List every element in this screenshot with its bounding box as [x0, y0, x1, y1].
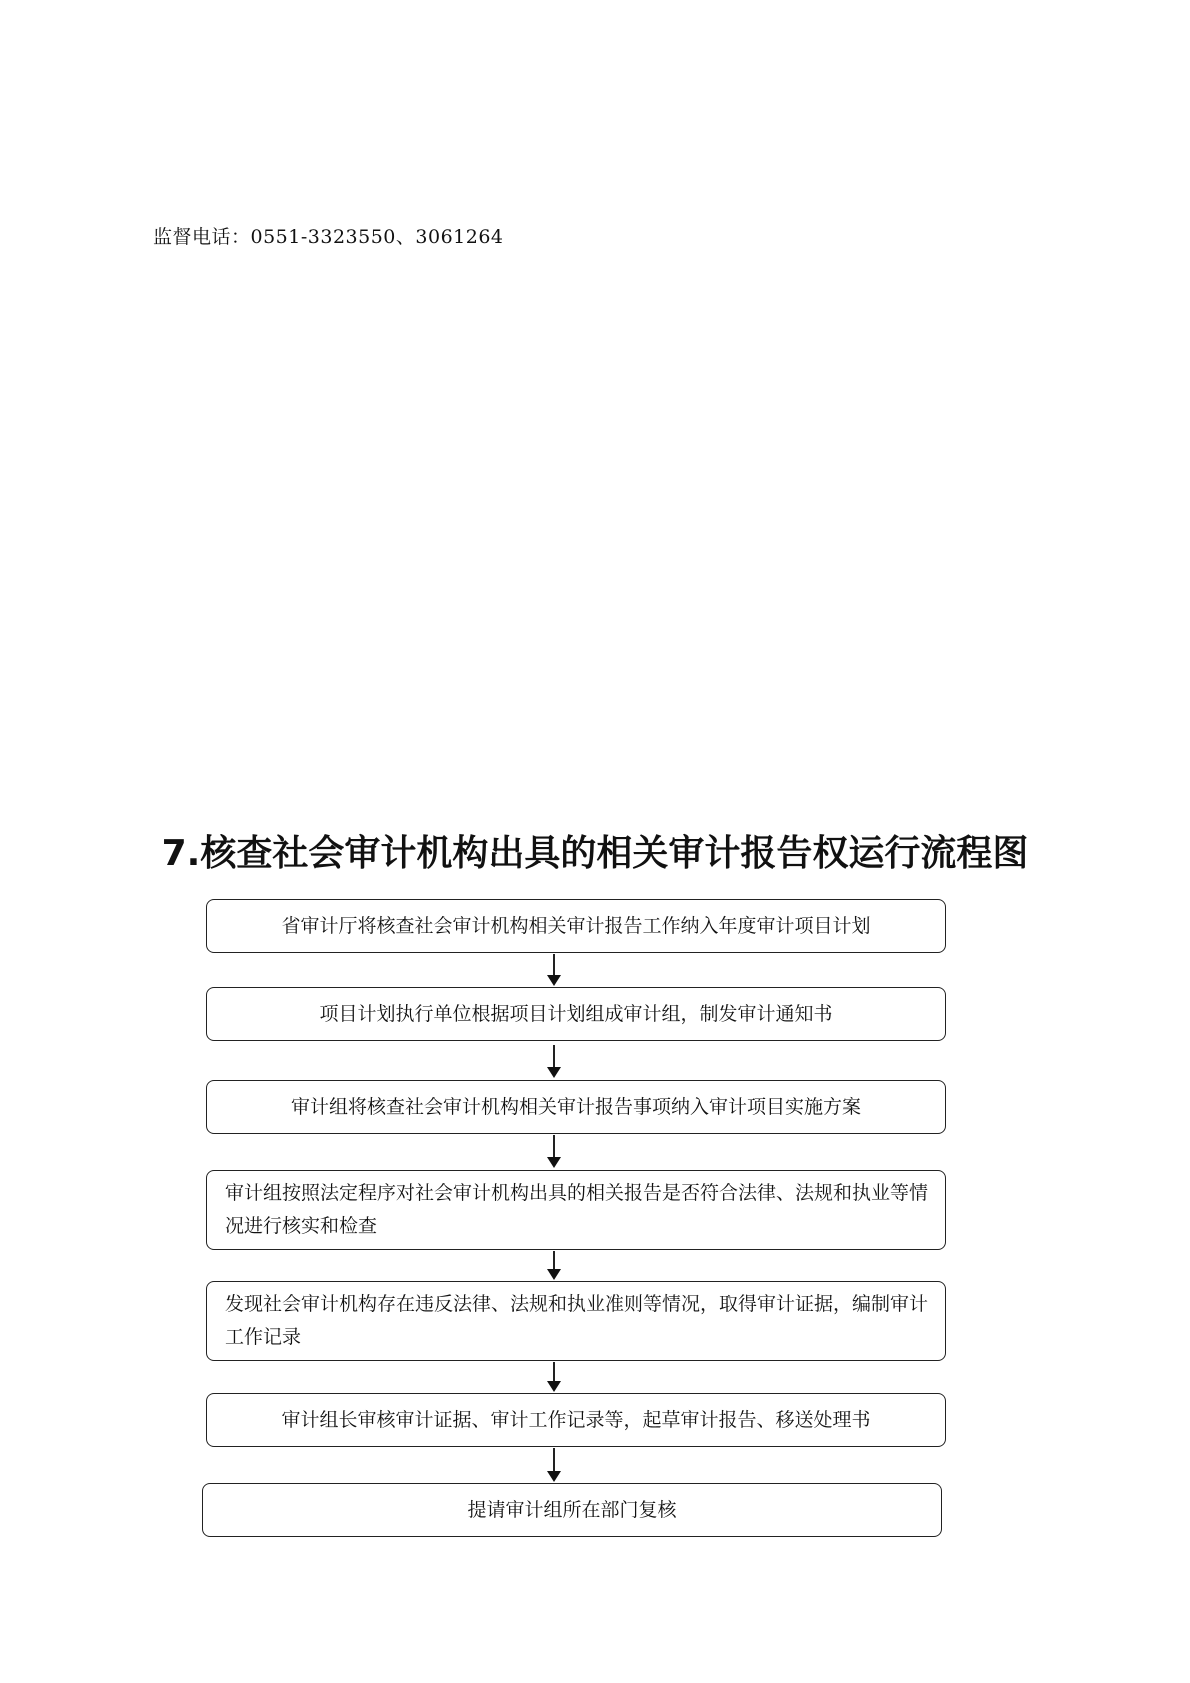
flow-step-4 [206, 1170, 946, 1250]
flow-arrow-4 [543, 1251, 565, 1280]
flow-arrow-5 [543, 1362, 565, 1392]
flow-step-1-text: 省审计厅将核查社会审计机构相关审计报告工作纳入年度审计项目计划 [281, 914, 871, 937]
supervision-phone-text: 监督电话：0551-3323550、3061264 [153, 226, 504, 248]
flow-step-7 [202, 1483, 942, 1537]
flow-step-6 [206, 1393, 946, 1447]
flow-step-3-text: 审计组将核查社会审计机构相关审计报告事项纳入审计项目实施方案 [290, 1095, 861, 1118]
flow-step-3 [206, 1080, 946, 1134]
flow-step-5 [206, 1281, 946, 1361]
flow-step-6-text: 审计组长审核审计证据、审计工作记录等，起草审计报告、移送处理书 [281, 1408, 871, 1431]
flow-arrow-2 [543, 1045, 565, 1078]
flow-arrow-1 [543, 954, 565, 986]
flow-step-4-text: 审计组按照法定程序对社会审计机构出具的相关报告是否符合法律、法规和执业等情况进行核实和检查 [225, 1182, 929, 1237]
flowchart-title: 7.核查社会审计机构出具的相关审计报告权运行流程图 [161, 833, 1029, 874]
flow-step-1 [206, 899, 946, 953]
flow-arrow-3 [543, 1135, 565, 1168]
flow-step-5-text: 发现社会审计机构存在违反法律、法规和执业准则等情况，取得审计证据，编制审计工作记录 [225, 1293, 929, 1348]
flow-step-2 [206, 987, 946, 1041]
flow-arrow-6 [543, 1448, 565, 1482]
flow-step-2-text: 项目计划执行单位根据项目计划组成审计组，制发审计通知书 [319, 1002, 833, 1025]
flow-step-7-text: 提请审计组所在部门复核 [467, 1498, 677, 1521]
